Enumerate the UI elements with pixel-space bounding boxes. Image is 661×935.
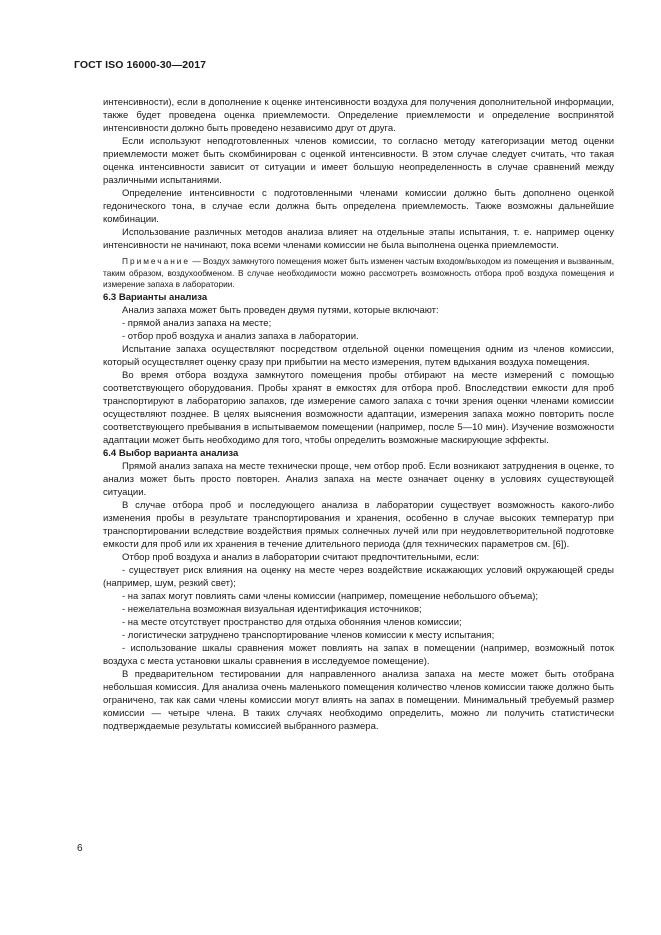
paragraph: Отбор проб воздуха и анализ в лаборатории считают предпочтительными, если: [122,551,480,563]
paragraph: интенсивности), если в дополнение к оценке интенсивности воздуха для получения дополнительной информации, также будет проведена оценка приемлемости. Определение приемлемости и определение воспринятой интенсивности должно быть проведено независимо друг от друга. [103,97,614,134]
paragraph: В случае отбора проб и последующего анализа в лаборатории существует возможность какого-либо изменения пробы в результате транспортирования и хранения, особенно в случае высоких температур при транспортировании вследствие воздействия прямых солнечных лучей или при неудовлетворительной подготовке емкости для проб или их хранения в течение длительного периода (для технических параметров см. [6]). [103,499,614,550]
list-item: - использование шкалы сравнения может повлиять на запах в помещении (например, возможный поток воздуха с места установки шкалы сравнения в исследуемое помещение). [103,642,614,667]
list-item: - существует риск влияния на оценку на месте через воздействие искажающих условий окружающей среды (например, шум, резкий свет); [103,564,614,589]
section-heading-6-3: 6.3 Варианты анализа [103,291,208,303]
note-label: Примечание [122,256,191,266]
paragraph: Использование различных методов анализа влияет на отдельные этапы испытания, т. е. например оценку интенсивности не начинают, пока всеми членами комиссии не была выполнена оценка приемлемости. [103,227,614,251]
paragraph: Испытание запаха осуществляют посредством отдельной оценки помещения одним из членов комиссии, который осуществляет оценку сразу при прибытии на место измерения, путем вдыхания воздуха помещения. [103,343,614,368]
section-heading-6-4: 6.4 Выбор варианта анализа [103,447,239,459]
list-item: - на запах могут повлиять сами члены комиссии (например, помещение небольшого объема); [122,590,539,602]
list-item: - логистически затруднено транспортирование членов комиссии к месту испытания; [122,629,495,641]
list-item: - на месте отсутствует пространство для отдыха обоняния членов комиссии; [122,616,462,628]
document-header: ГОСТ ISO 16000-30—2017 [74,59,207,71]
page-number: 6 [77,843,83,854]
paragraph: Анализ запаха может быть проведен двумя путями, которые включают: [122,304,439,316]
paragraph: Определение интенсивности с подготовленными членами комиссии должно быть дополнено оценкой гедонического тона, в случае если должна быть определена приемлемость. Также возможны дальнейшие комбинации. [103,188,614,225]
document-body [103,96,614,733]
paragraph: В предварительном тестировании для направленного анализа запаха на месте может быть отобрана небольшая комиссия. Для анализа очень маленького помещения количество членов комиссии также должно быть ограничено, так как сами члены комиссии могут влиять на запах в помещении. Минимальный требуемый размер комиссии — четыре члена. В таких случаях необходимо определить, можно ли получить статистически подтверждаемые результаты комиссией выбранного размера. [103,668,614,732]
list-item: - нежелательна возможная визуальная идентификация источников; [122,603,422,615]
paragraph: Во время отбора воздуха замкнутого помещения пробы отбирают на месте измерений с помощью соответствующего оборудования. Пробы хранят в емкостях для отбора проб. Впоследствии емкости для проб транспортируют в лабораторию запахов, где измерение самого запаха с точки зрения оценки членами комиссии осуществляют позднее. В целях выяснения возможности адаптации, измерения запаха можно повторить после соответствующего пребывания в испытываемом помещении (например, после 5—10 мин). Изучение возможности адаптации может быть необходимо для того, чтобы определить возможные маскирующие эффекты. [103,369,614,446]
note-text: — Воздух замкнутого помещения может быть изменен частым входом/выходом из помещения и вызванным, таким образом, воздухообменом. В случае необходимости можно рассмотреть возможность отбора проб воздуха помещения и измерение запаха в лаборатории. [103,256,614,289]
list-item: - отбор проб воздуха и анализ запаха в лаборатории. [122,330,359,342]
note [103,256,614,291]
paragraph: Если используют неподготовленных членов комиссии, то согласно методу категоризации метод оценки приемлемости может быть скомбинирован с оценкой интенсивности. В этом случае следует считать, что такая оценка интенсивности зависит от ситуации и имеет большую неопределенность в случае сравнений между различными испытаниями. [103,136,614,186]
paragraph: Прямой анализ запаха на месте технически проще, чем отбор проб. Если возникают затруднения в оценке, то анализ может быть просто повторен. Анализ запаха на месте означает оценку в условиях существующей ситуации. [103,460,614,498]
list-item: - прямой анализ запаха на месте; [122,317,272,329]
